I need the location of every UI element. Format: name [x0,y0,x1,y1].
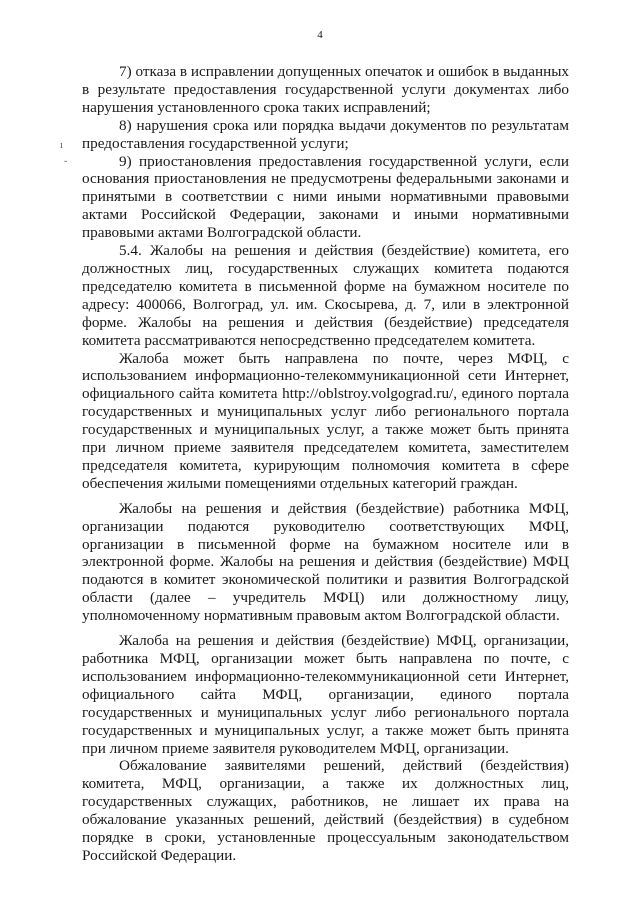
scan-mark: ˘ [64,160,68,171]
paragraph-item-8: 8) нарушения срока или порядка выдачи документов по результатам предоставления государственной услуги; [82,116,569,152]
paragraph-complaint-channels: Жалоба может быть направлена по почте, через МФЦ, с использованием информационно-телекоммуникационной сети Интернет, официального сайта комитета http://oblstroy.volgograd.ru/, единого портала государственных и муниципальных услуг либо регионального портала государственных и муниципальных услуг, а также может быть принята при личном приеме заявителя председателем комитета, заместителем председателя комитета, курирующим полномочия комитета в сфере обеспечения жилыми помещениями отдельных категорий граждан. [82,349,569,492]
paragraph-mfc-complaints: Жалобы на решения и действия (бездействие) работника МФЦ, организации подаются руководителю соответствующих МФЦ, организации в письменной форме на бумажном носителе или в электронной форме. Жалобы на решения и действия (бездействие) МФЦ подаются в комитет экономической политики и развития Волгоградской области (далее – учредитель МФЦ) или должностному лицу, уполномоченному нормативным правовым актом Волгоградской области. [82,499,569,625]
paragraph-5-4: 5.4. Жалобы на решения и действия (бездействие) комитета, его должностных лиц, государственных служащих комитета подаются председателю комитета в письменной форме на бумажном носителе по адресу: 400066, Волгоград, ул. им. Скосырева, д. 7, или в электронной форме. Жалобы на решения и действия (бездействие) председателя комитета рассматриваются непосредственно председателем комитета. [82,242,569,349]
page-number: 4 [317,29,323,41]
paragraph-item-7: 7) отказа в исправлении допущенных опечаток и ошибок в выданных в результате предоставления государственной услуги документах либо нарушения установленного срока таких исправлений; [82,63,569,116]
paragraph-mfc-complaint-channels: Жалоба на решения и действия (бездействие) МФЦ, организации, работника МФЦ, организации может быть направлена по почте, с использованием информационно-телекоммуникационной сети Интернет, официального сайта МФЦ, организации, единого портала государственных и муниципальных услуг либо регионального портала государственных и муниципальных услуг, а также может быть принята при личном приеме заявителя руководителем МФЦ, организации. [82,632,569,757]
paragraph-item-9: 9) приостановления предоставления государственной услуги, если основания приостановления не предусмотрены федеральными законами и принятыми в соответствии с ними иными нормативными правовыми актами Российской Федерации, законами и иными нормативными правовыми актами Волгоградской области. [82,152,569,242]
scan-mark: ı [60,140,63,151]
document-body [82,63,569,865]
paragraph-judicial-appeal: Обжалование заявителями решений, действий (бездействия) комитета, МФЦ, организации, а также их должностных лиц, государственных служащих, работников, не лишает их права на обжалование указанных решений, действий (бездействия) в судебном порядке в сроки, установленные процессуальным законодательством Российской Федерации. [82,757,569,864]
